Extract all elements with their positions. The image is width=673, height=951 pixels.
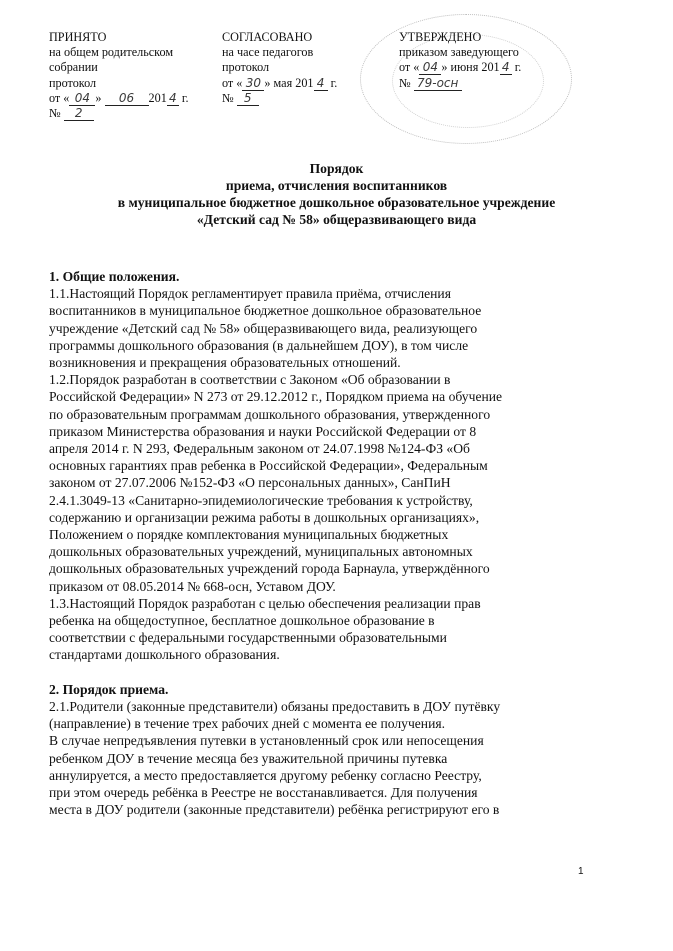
accepted-line3: протокол: [49, 75, 97, 90]
accepted-date-line: [49, 91, 189, 106]
approved-number: 79-осн: [414, 77, 462, 91]
agreed-title: СОГЛАСОВАНО: [222, 30, 313, 44]
page-number: 1: [578, 866, 584, 877]
text-line: В случае непредъявления путевки в установленный срок или непосещения: [49, 733, 484, 749]
text-line: Положением о порядке комплектования муниципальных бюджетных: [49, 527, 449, 543]
accepted-month-sep: »: [95, 90, 102, 105]
approved-num-prefix: №: [399, 75, 411, 90]
section-2-heading: 2. Порядок приема.: [49, 681, 169, 697]
accepted-day: 04: [69, 92, 95, 106]
text-line: приказом Министерства образования и науки Российской Федерации от 8: [49, 423, 477, 439]
accepted-month: 06: [105, 92, 149, 106]
section-1-text: [49, 285, 639, 663]
agreed-month-text: » мая 201: [264, 75, 314, 90]
agreed-line2: протокол: [222, 60, 270, 75]
header-accepted-block: [49, 30, 189, 121]
text-line: приказом от 08.05.2014 № 668-осн, Уставом ДОУ.: [49, 578, 336, 594]
agreed-year-suffix: г.: [330, 75, 338, 90]
accepted-line1: на общем родительском: [49, 45, 174, 60]
text-line: при этом очередь ребёнка в Реестре не восстанавливается. Для получения: [49, 785, 478, 801]
agreed-number-line: [222, 91, 337, 106]
agreed-number: 5: [237, 92, 259, 106]
document-title: [0, 160, 673, 228]
agreed-line1: на часе педагогов: [222, 45, 314, 60]
section-1-heading: 1. Общие положения.: [49, 269, 180, 284]
accepted-number-line: [49, 106, 189, 121]
accepted-year-digit: 4: [167, 92, 179, 106]
title-line-3: в муниципальное бюджетное дошкольное образовательное учреждение: [117, 195, 556, 210]
text-line: 1.1.Настоящий Порядок регламентирует правила приёма, отчисления: [49, 286, 451, 302]
section-gap: [49, 664, 639, 681]
approved-year-suffix: г.: [514, 60, 522, 75]
text-line: аннулируется, а место предоставляется другому ребенку согласно Реестру,: [49, 767, 482, 783]
text-line: апреля 2014 г. N 293, Федеральным законом от 24.07.1998 №124-ФЗ «Об: [49, 441, 470, 457]
section-2-text: [49, 698, 639, 818]
header-approved-block: [399, 30, 521, 91]
approved-line1: приказом заведующего: [399, 45, 519, 60]
approved-year-digit: 4: [500, 61, 512, 75]
accepted-number: 2: [64, 107, 94, 121]
text-line: ребенка на общедоступное, бесплатное дошкольное образование в: [49, 613, 435, 629]
title-line-4: «Детский сад № 58» общеразвивающего вида: [196, 212, 477, 227]
accepted-title: ПРИНЯТО: [49, 30, 107, 44]
text-line: Российской Федерации» N 273 от 29.12.2012 г., Порядком приема на обучение: [49, 389, 503, 405]
text-line: (направление) в течение трех рабочих дней с момента ее получения.: [49, 716, 446, 732]
accepted-num-prefix: №: [49, 105, 61, 120]
text-line: основных гарантиях прав ребенка в Российской Федерации», Федеральным: [49, 458, 488, 474]
agreed-date-prefix: от «: [222, 75, 243, 90]
title-line-2: приема, отчисления воспитанников: [225, 178, 448, 193]
approved-month-text: » июня 201: [441, 60, 500, 75]
text-line: стандартами дошкольного образования.: [49, 647, 280, 663]
text-line: программы дошкольного образования (в дальнейшем ДОУ), в том числе: [49, 337, 469, 353]
approved-date-line: [399, 60, 521, 75]
text-line: дошкольных образовательных учреждений, муниципальных автономных: [49, 544, 473, 560]
approved-date-prefix: от «: [399, 60, 420, 75]
text-line: соответствии с федеральными государственными образовательными: [49, 630, 447, 646]
approved-day: 04: [419, 61, 441, 75]
accepted-date-prefix: от «: [49, 90, 70, 105]
text-line: воспитанников в муниципальное бюджетное дошкольное образовательное: [49, 303, 482, 319]
text-line: места в ДОУ родители (законные представители) ребёнка регистрируют его в: [49, 802, 500, 818]
title-line-1: Порядок: [309, 161, 364, 176]
agreed-num-prefix: №: [222, 90, 234, 105]
text-line: 1.3.Настоящий Порядок разработан с целью обеспечения реализации прав: [49, 595, 481, 611]
agreed-day: 30: [242, 77, 264, 91]
accepted-year-prefix: 201: [148, 90, 167, 105]
approved-title: УТВЕРЖДЕНО: [399, 30, 482, 44]
agreed-date-line: [222, 76, 337, 91]
accepted-line2: собрании: [49, 60, 98, 75]
accepted-year-suffix: г.: [181, 90, 189, 105]
text-line: 1.2.Порядок разработан в соответствии с Законом «Об образовании в: [49, 372, 451, 388]
header-agreed-block: [222, 30, 337, 106]
text-line: 2.1.Родители (законные представители) обязаны предоставить в ДОУ путёвку: [49, 699, 501, 715]
agreed-year-digit: 4: [314, 77, 328, 91]
text-line: ребенком ДОУ в течение месяца без уважительной причины путевка: [49, 750, 448, 766]
text-line: дошкольных образовательных учреждений города Барнаула, утверждённого: [49, 561, 490, 577]
text-line: законом от 27.07.2006 №152-ФЗ «О персональных данных», СанПиН: [49, 475, 451, 491]
approved-number-line: [399, 76, 521, 91]
text-line: по образовательным программам дошкольного образования, утвержденного: [49, 406, 491, 422]
text-line: 2.4.1.3049-13 «Санитарно-эпидемиологические требования к устройству,: [49, 492, 473, 508]
text-line: возникновения и прекращения образовательных отношений.: [49, 355, 401, 371]
text-line: содержанию и организации режима работы в дошкольных организациях»,: [49, 509, 480, 525]
document-body: [49, 268, 639, 818]
text-line: учреждение «Детский сад № 58» общеразвивающего вида, реализующего: [49, 320, 478, 336]
